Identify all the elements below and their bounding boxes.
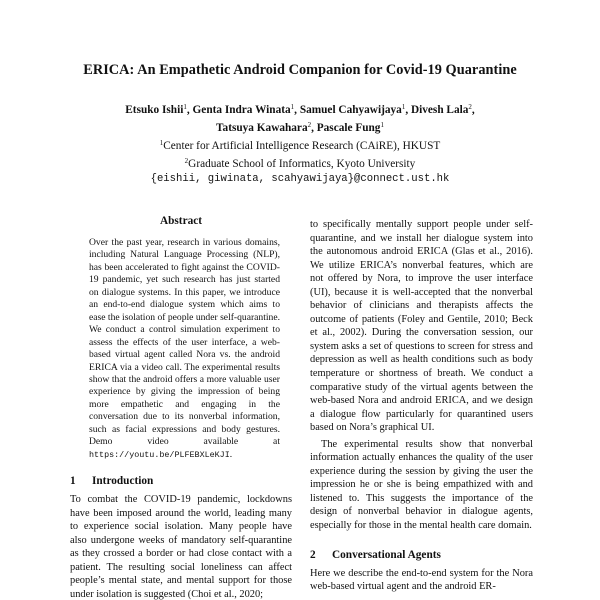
author-affiliation-mark: 1 — [290, 103, 295, 111]
section-number: 1 — [70, 475, 76, 488]
body-paragraph: The experimental results show that nonverbal information actually enhances the quality of the user experience during the session by giving the user the impression he or she is being empathized with and listened to. This suggests the importance of the design of nonverbal behavior in dialogue agents, especially for those in the mental health care domain. — [310, 438, 533, 532]
author-affiliation-mark: 1 — [401, 103, 406, 111]
author-name: Etsuko Ishii — [125, 104, 184, 116]
affiliation-2 — [0, 154, 600, 172]
introduction-text: To combat the COVID-19 pandemic, lockdowns have been imposed around the world, leading many to experience social isolation. Many people have also undergone weeks of mandatory self-quarantine as they crossed a border or had close contact with a patient. The resulting social loneliness can affect people’s mental state, and mental support for those under isolation is suggested (Choi et al., 2020; — [70, 494, 292, 600]
conversational-agents-text: Here we describe the end-to-end system for the Nora web-based virtual agent and the android ER- — [310, 567, 533, 593]
author-line-1: Etsuko Ishii$^1$, Genta Indra Winata$^1$, Samuel Cahyawijaya$^1$, Divesh Lala$^2$, — [125, 103, 475, 116]
affiliation-text: Graduate School of Informatics, Kyoto University — [188, 158, 416, 170]
author-name: Pascale Fung — [316, 122, 381, 134]
abstract-end: . — [229, 448, 233, 460]
paper-title: ERICA: An Empathetic Android Companion for Covid-19 Quarantine — [83, 62, 517, 78]
left-column — [70, 212, 292, 600]
author-name: Genta Indra Winata — [192, 104, 291, 116]
affiliation-mark: 2 — [184, 157, 189, 165]
abstract-text — [89, 237, 280, 461]
section-title: Introduction — [92, 475, 154, 488]
affiliation-text: Center for Artificial Intelligence Research (CAiRE), HKUST — [163, 140, 441, 152]
demo-video-link[interactable]: https://youtu.be/PLFEBXLeKJI — [89, 449, 230, 460]
author-name: Divesh Lala — [410, 104, 469, 116]
author-affiliation-mark: 1 — [380, 121, 384, 129]
section-heading-conversational-agents — [310, 549, 533, 561]
section-heading-introduction — [70, 475, 292, 487]
section-title: Conversational Agents — [332, 548, 441, 561]
author-affiliation-mark: 2 — [307, 121, 312, 129]
author-affiliation-mark: 1 — [183, 103, 187, 111]
body-paragraph: to specifically mentally support people under self-quarantine, and we install her dialogue system into the autonomous android ERICA (Glas et al., 2016). We utilize ERICA’s nonverbal features, which are not offered by Nora, to improve the user interface (UI), because it is well-accepted that the nonverbal behavior of clinicians and therapists affects the outcome of patients (Foley and Gentile, 2010; Beck et al., 2002). During the conversation session, our system asks a set of questions to screen for stress and depression as well as health conditions such as body temperature or shortness of breath. We conduct a comparative study of the virtual agents between the web-based Nora and android ERICA, and we design a dialogue flow particularly for quarantined users based on Nora’s graphical UI. — [310, 219, 533, 434]
author-affiliation-mark: 2 — [468, 103, 472, 111]
author-email: {eishii, giwinata, scahyawijaya}@connect.ust.hk — [150, 173, 450, 185]
affiliation-mark: 1 — [159, 139, 164, 147]
author-block — [0, 100, 600, 187]
affiliation-1 — [0, 136, 600, 154]
author-name: Samuel Cahyawijaya — [299, 104, 402, 116]
abstract-body: Over the past year, research in various domains, including Natural Language Processing (NLP), has been accelerated to fight against the COVID-19 pandemic, yet such research has just started on dialogue systems. In this paper, we introduce an end-to-end dialogue system which aims to ease the isolation of people under self-quarantine. We conduct a control simulation experiment to assess the effects of the user interface, a web-based virtual agent called Nora vs. the android ERICA via a video call. The experimental results show that the android offers a more valuable user experience by giving the impression of being more empathetic and engaging in the conversation due to its nonverbal information, such as facial expressions and body gestures. Demo video available at — [89, 237, 281, 448]
author-line-2: Tatsuya Kawahara$^2$, Pascale Fung$^1$ — [216, 121, 384, 134]
author-name: Tatsuya Kawahara — [216, 122, 308, 134]
section-number: 2 — [310, 548, 316, 561]
abstract-heading: Abstract — [159, 215, 203, 227]
right-column — [310, 218, 533, 594]
